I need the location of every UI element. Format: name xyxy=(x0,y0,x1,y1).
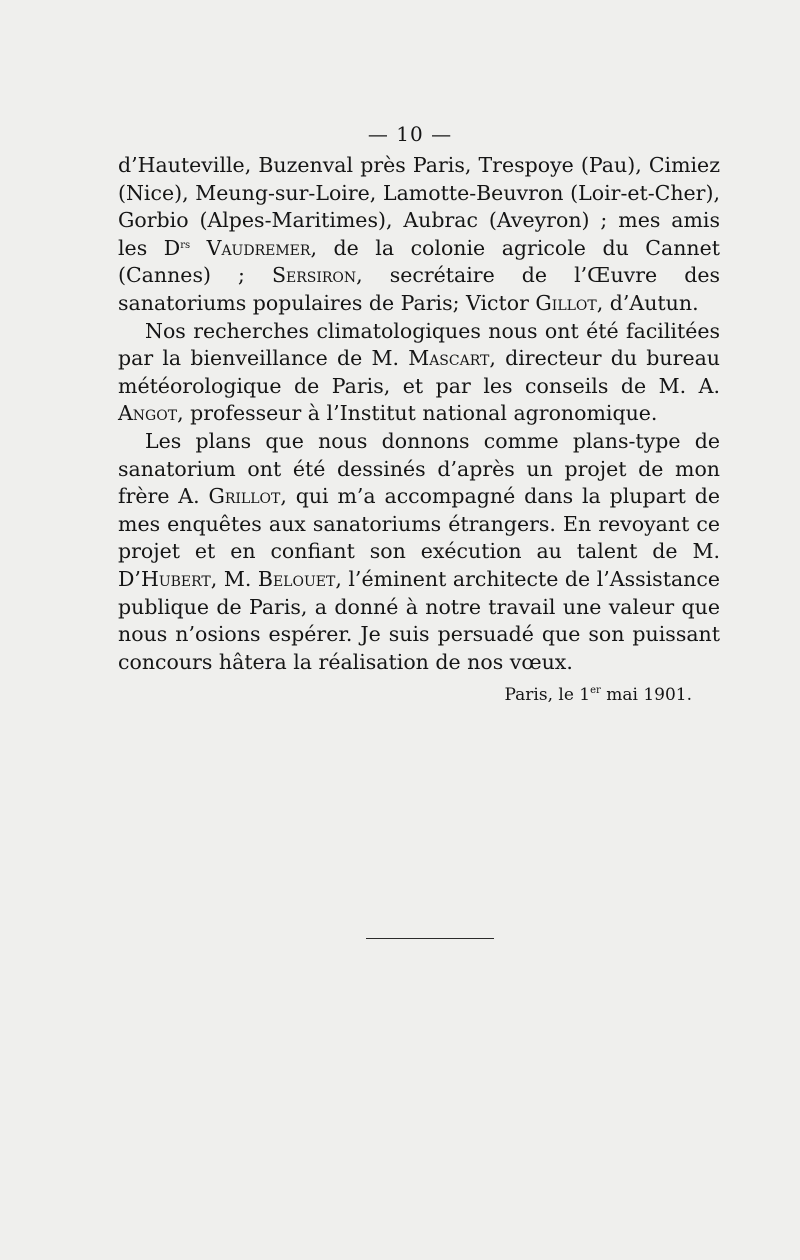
text-run: , secrétaire de l’Œuvre des sanatoriums populaires de Paris; Victor xyxy=(118,263,720,315)
text-run: , directeur du bureau météorologique de Paris, et par les conseils de M. A. xyxy=(118,346,720,398)
body-text xyxy=(118,152,720,676)
text-run: , professeur à l’Institut national agronomique. xyxy=(177,401,658,426)
paragraph-acknowledgements xyxy=(118,152,720,318)
text-run: Nos recherches climatologiques nous ont été facilitées par la bienveillance de M. xyxy=(118,318,720,371)
superscript: rs xyxy=(180,239,191,251)
superscript: er xyxy=(590,685,601,696)
paragraph-plans xyxy=(118,428,720,676)
text-run: , de la colonie agricole du Cannet (Cannes) ; xyxy=(118,235,720,288)
person-name: Gillot xyxy=(535,290,597,315)
page-number: — 10 — xyxy=(367,122,453,146)
paragraph-climatology xyxy=(118,318,720,428)
person-name: Belouet xyxy=(257,566,336,591)
text-run: d’Hauteville, Buzenval près Paris, Trespoye (Pau), Cimiez (Nice), Meung-sur-Loire, Lamotte-Beuvron (Loir-et-Cher), Gorbio (Alpes-Maritimes), Aubrac (Aveyron) ; mes amis les D xyxy=(118,153,720,260)
dateline-place: Paris, le 1 xyxy=(504,685,591,705)
person-name: Grillot xyxy=(208,484,281,509)
person-name: Vaudremer xyxy=(206,235,311,260)
person-name: Mascart xyxy=(408,346,490,371)
text-run: , d’Autun. xyxy=(596,290,699,315)
text-run: , M. xyxy=(210,566,258,591)
text-run: , qui m’a accompagné dans la plupart de mes enquêtes aux sanatoriums étrangers. En revoyant ce projet et en confiant son exécution au talent de M. xyxy=(118,484,721,564)
person-name: D’Hubert xyxy=(118,566,211,591)
text-run: Les plans que nous donnons comme plans-type de sanatorium ont été dessinés d’après un projet de mon frère A. xyxy=(118,428,720,509)
end-rule xyxy=(366,938,494,939)
dateline xyxy=(505,685,693,705)
person-name: Sersiron xyxy=(271,263,357,288)
person-name: Angot xyxy=(118,401,178,426)
dateline-date: mai 1901. xyxy=(600,685,692,705)
text-run: , l’éminent architecte de l’Assistance publique de Paris, a donné à notre travail une valeur que nous n’osions espérer. Je suis persuadé que son puissant concours hâtera la réalisation de nos vœux. xyxy=(118,566,720,674)
